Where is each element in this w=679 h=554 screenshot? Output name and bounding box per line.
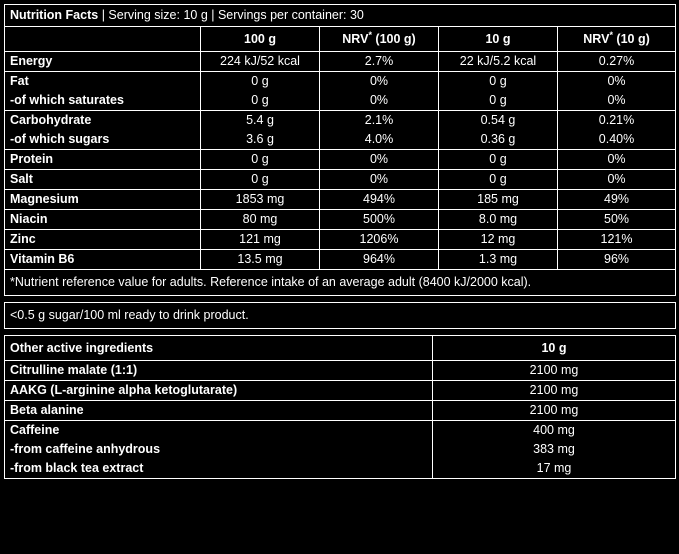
row-value-fat-nrv10: 0% (558, 72, 676, 92)
active-header-amount: 10 g (433, 336, 676, 361)
table-row (5, 130, 676, 150)
table-row (5, 52, 676, 72)
active-ingredients-table (4, 335, 676, 479)
column-header-100g: 100 g (201, 27, 320, 52)
row-value-zinc-100g: 121 mg (201, 230, 320, 250)
row-label-saturates: -of which saturates (5, 91, 201, 111)
list-item (5, 401, 676, 421)
row-value-niacin-100g: 80 mg (201, 210, 320, 230)
row-value-magnesium-nrv100: 494% (320, 190, 439, 210)
row-value-sugars-100g: 3.6 g (201, 130, 320, 150)
row-value-fat-10g: 0 g (439, 72, 558, 92)
table-row (5, 72, 676, 92)
active-label-citrulline-malate: Citrulline malate (1:1) (5, 361, 433, 381)
table-row (5, 170, 676, 190)
row-value-zinc-nrv10: 121% (558, 230, 676, 250)
list-item (5, 381, 676, 401)
nutrition-title-cell (5, 5, 676, 27)
nutrition-title-strong: Nutrition Facts (10, 8, 99, 22)
active-amount-caffeine-anhydrous: 383 mg (433, 440, 676, 459)
row-value-carbohydrate-10g: 0.54 g (439, 111, 558, 131)
row-value-vitamin-b6-nrv100: 964% (320, 250, 439, 270)
row-label-energy: Energy (5, 52, 201, 72)
active-label-caffeine-anhydrous: -from caffeine anhydrous (5, 440, 433, 459)
row-value-salt-10g: 0 g (439, 170, 558, 190)
list-item (5, 361, 676, 381)
row-value-protein-nrv100: 0% (320, 150, 439, 170)
nutrition-column-header-row (5, 27, 676, 52)
row-label-salt: Salt (5, 170, 201, 190)
row-value-vitamin-b6-100g: 13.5 mg (201, 250, 320, 270)
row-label-sugars: -of which sugars (5, 130, 201, 150)
sugar-note: <0.5 g sugar/100 ml ready to drink product. (5, 303, 676, 329)
column-header-nrv-10g: NRV* (10 g) (558, 27, 676, 52)
list-item (5, 459, 676, 479)
row-value-protein-10g: 0 g (439, 150, 558, 170)
row-value-saturates-100g: 0 g (201, 91, 320, 111)
row-value-energy-10g: 22 kJ/5.2 kcal (439, 52, 558, 72)
nrv-asterisk-10g: * (609, 29, 613, 40)
row-label-magnesium: Magnesium (5, 190, 201, 210)
row-value-magnesium-100g: 1853 mg (201, 190, 320, 210)
table-row (5, 250, 676, 270)
row-label-protein: Protein (5, 150, 201, 170)
row-value-niacin-nrv100: 500% (320, 210, 439, 230)
table-row (5, 210, 676, 230)
column-header-nrv-100g: NRV* (100 g) (320, 27, 439, 52)
active-amount-caffeine: 400 mg (433, 421, 676, 441)
row-value-magnesium-nrv10: 49% (558, 190, 676, 210)
row-label-vitamin-b6: Vitamin B6 (5, 250, 201, 270)
active-header-label: Other active ingredients (5, 336, 433, 361)
row-label-carbohydrate: Carbohydrate (5, 111, 201, 131)
row-value-carbohydrate-nrv10: 0.21% (558, 111, 676, 131)
row-label-zinc: Zinc (5, 230, 201, 250)
list-item (5, 440, 676, 459)
row-value-carbohydrate-100g: 5.4 g (201, 111, 320, 131)
active-amount-black-tea-extract: 17 mg (433, 459, 676, 479)
row-value-protein-100g: 0 g (201, 150, 320, 170)
row-value-niacin-10g: 8.0 mg (439, 210, 558, 230)
row-value-energy-100g: 224 kJ/52 kcal (201, 52, 320, 72)
row-label-niacin: Niacin (5, 210, 201, 230)
nutrition-footnote: *Nutrient reference value for adults. Reference intake of an average adult (8400 kJ/2000 kcal). (5, 270, 676, 296)
active-label-aakg: AAKG (L-arginine alpha ketoglutarate) (5, 381, 433, 401)
active-label-black-tea-extract: -from black tea extract (5, 459, 433, 479)
nutrition-facts-table (4, 4, 676, 296)
row-value-vitamin-b6-nrv10: 96% (558, 250, 676, 270)
row-value-saturates-10g: 0 g (439, 91, 558, 111)
column-header-10g: 10 g (439, 27, 558, 52)
row-value-energy-nrv100: 2.7% (320, 52, 439, 72)
row-label-fat: Fat (5, 72, 201, 92)
active-label-beta-alanine: Beta alanine (5, 401, 433, 421)
row-value-sugars-nrv10: 0.40% (558, 130, 676, 150)
row-value-saturates-nrv100: 0% (320, 91, 439, 111)
row-value-sugars-10g: 0.36 g (439, 130, 558, 150)
row-value-saturates-nrv10: 0% (558, 91, 676, 111)
row-value-salt-nrv100: 0% (320, 170, 439, 190)
table-row (5, 111, 676, 131)
row-value-fat-nrv100: 0% (320, 72, 439, 92)
row-value-fat-100g: 0 g (201, 72, 320, 92)
row-value-niacin-nrv10: 50% (558, 210, 676, 230)
list-item (5, 421, 676, 441)
nutrition-title-row (5, 5, 676, 27)
nutrition-footnote-row (5, 270, 676, 296)
active-amount-aakg: 2100 mg (433, 381, 676, 401)
column-header-blank (5, 27, 201, 52)
table-row (5, 91, 676, 111)
sugar-note-table (4, 302, 676, 329)
row-value-zinc-10g: 12 mg (439, 230, 558, 250)
row-value-carbohydrate-nrv100: 2.1% (320, 111, 439, 131)
row-value-salt-nrv10: 0% (558, 170, 676, 190)
sugar-note-row (5, 303, 676, 329)
row-value-salt-100g: 0 g (201, 170, 320, 190)
table-row (5, 190, 676, 210)
active-amount-citrulline-malate: 2100 mg (433, 361, 676, 381)
row-value-magnesium-10g: 185 mg (439, 190, 558, 210)
row-value-energy-nrv10: 0.27% (558, 52, 676, 72)
table-row (5, 150, 676, 170)
nutrition-title-rest: | Serving size: 10 g | Servings per container: 30 (101, 8, 364, 22)
row-value-protein-nrv10: 0% (558, 150, 676, 170)
table-row (5, 230, 676, 250)
active-header-row (5, 336, 676, 361)
row-value-vitamin-b6-10g: 1.3 mg (439, 250, 558, 270)
row-value-zinc-nrv100: 1206% (320, 230, 439, 250)
nrv-asterisk-100g: * (368, 29, 372, 40)
row-value-sugars-nrv100: 4.0% (320, 130, 439, 150)
active-label-caffeine: Caffeine (5, 421, 433, 441)
active-amount-beta-alanine: 2100 mg (433, 401, 676, 421)
